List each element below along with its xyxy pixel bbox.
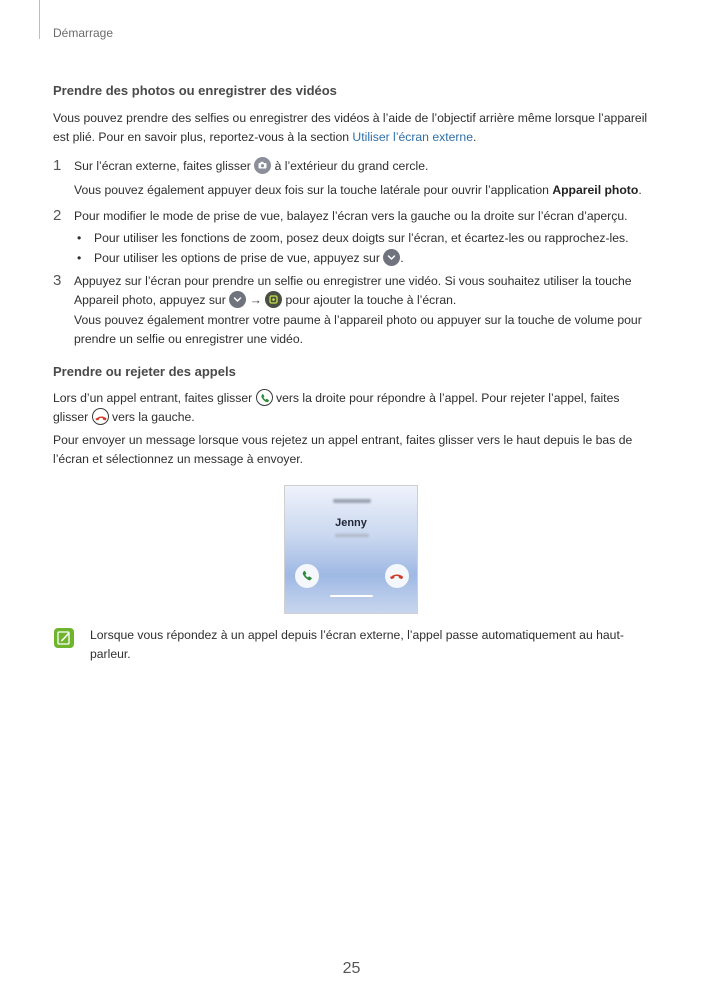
- accept-call-button[interactable]: [295, 564, 319, 588]
- chevron-down-icon: [383, 249, 400, 266]
- bullet-options: Pour utiliser les options de prise de vue, appuyez sur .: [94, 251, 404, 265]
- calls-heading: Prendre ou rejeter des appels: [53, 364, 236, 379]
- section-header: Démarrage: [53, 26, 114, 40]
- step-1: Sur l’écran externe, faites glisser à l’extérieur du grand cercle.: [74, 159, 429, 173]
- reject-call-button[interactable]: [385, 564, 409, 588]
- header-rule: [39, 0, 40, 39]
- external-screen-link[interactable]: Utiliser l’écran externe: [352, 130, 473, 144]
- photos-heading: Prendre des photos ou enregistrer des vidéos: [53, 83, 337, 98]
- accept-call-icon: [256, 389, 273, 406]
- photos-intro: Vous pouvez prendre des selfies ou enregistrer des vidéos à l’aide de l’objectif arrière même lorsque l’appareil est plié. Pour en savoir plus, reportez-vous à la section Utiliser l’écran externe.: [53, 111, 648, 144]
- step-3-sub: Vous pouvez également montrer votre paume à l’appareil photo ou appuyer sur la touche de volume pour prendre un selfie ou enregistrer une vidéo.: [74, 313, 642, 346]
- camera-icon: [254, 157, 271, 174]
- calls-paragraph-1: Lors d’un appel entrant, faites glisser vers la droite pour répondre à l’appel. Pour rejeter l’appel, faites glisser vers la gauche.: [53, 391, 620, 424]
- chevron-down-icon: [229, 291, 246, 308]
- page-number: 25: [342, 960, 361, 977]
- caller-name: Jenny: [335, 517, 367, 529]
- step-1-sub: Vous pouvez également appuyer deux fois sur la touche latérale pour ouvrir l’application Appareil photo.: [74, 183, 642, 197]
- note-text: Lorsque vous répondez à un appel depuis l’écran externe, l’appel passe automatiquement au haut-parleur.: [90, 628, 624, 661]
- caller-number-blur: [335, 534, 369, 537]
- step-2-number: 2: [53, 207, 62, 224]
- bullet-symbol: •: [77, 251, 82, 265]
- note-icon: [54, 628, 74, 648]
- arrow: →: [249, 293, 262, 307]
- step-1-number: 1: [53, 157, 62, 174]
- calls-paragraph-2: Pour envoyer un message lorsque vous rejetez un appel entrant, faites glisser vers le haut depuis le bas de l’écran et sélectionnez un message à envoyer.: [53, 433, 633, 466]
- incoming-call-label-blur: [333, 499, 371, 503]
- step-2: Pour modifier le mode de prise de vue, balayez l’écran vers la gauche ou la droite sur l’écran d’aperçu.: [74, 209, 628, 223]
- bullet-symbol: •: [77, 231, 82, 245]
- camera-button-icon: [265, 291, 282, 308]
- step-3-line1: Appuyez sur l’écran pour prendre un selfie ou enregistrer une vidéo. Si vous souhaitez utiliser la touche: [74, 274, 632, 288]
- step-3-line2: Appareil photo, appuyez sur → pour ajouter la touche à l’écran.: [74, 293, 457, 307]
- camera-app-name: Appareil photo: [552, 183, 639, 197]
- incoming-call-screen: [284, 485, 418, 614]
- swipe-up-bar[interactable]: [330, 595, 373, 597]
- reject-call-icon: [92, 408, 109, 425]
- bullet-zoom: Pour utiliser les fonctions de zoom, posez deux doigts sur l’écran, et écartez-les ou rapprochez-les.: [94, 231, 629, 245]
- step-3-number: 3: [53, 272, 62, 289]
